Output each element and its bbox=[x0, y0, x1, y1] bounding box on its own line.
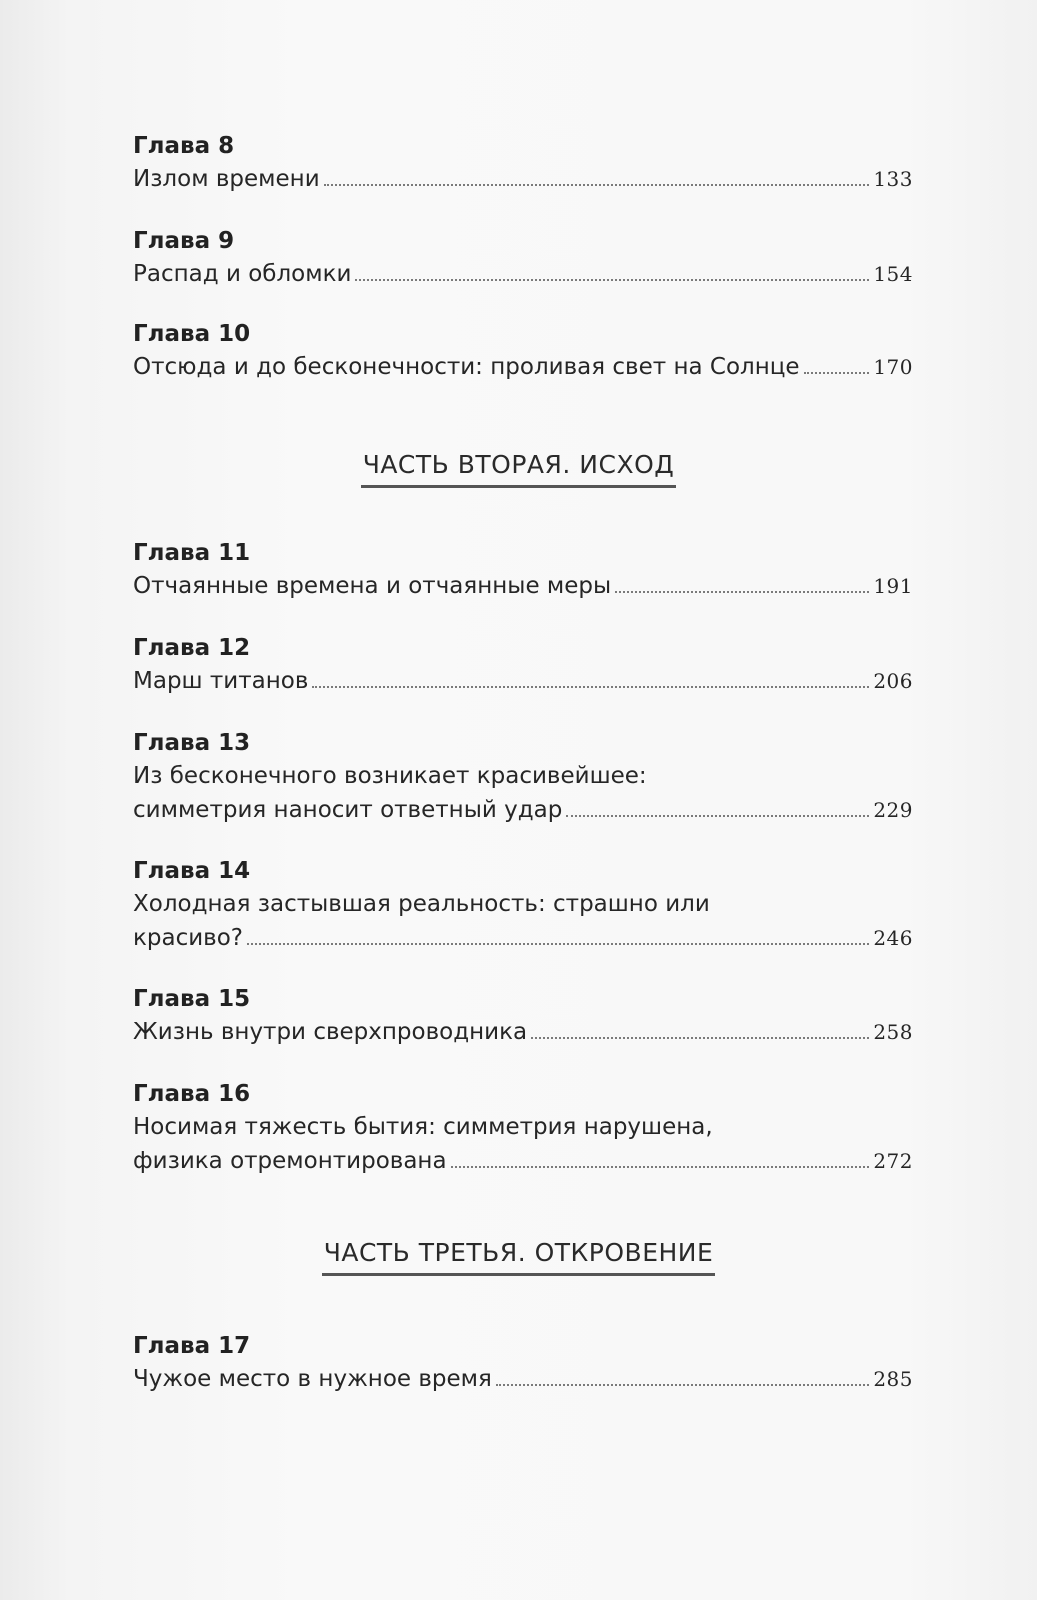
chapter-number: Глава 10 bbox=[133, 321, 251, 347]
chapter-number: Глава 16 bbox=[133, 1081, 251, 1107]
dot-leader bbox=[324, 184, 870, 186]
page-number: 170 bbox=[873, 355, 913, 379]
chapter-title: Распад и обломки bbox=[133, 261, 352, 287]
dot-leader bbox=[451, 1166, 870, 1168]
toc-entry-15 bbox=[133, 983, 913, 1049]
chapter-title: Марш титанов bbox=[133, 668, 309, 694]
chapter-title-line bbox=[133, 1015, 913, 1049]
part-heading bbox=[0, 450, 1037, 488]
chapter-title-line bbox=[133, 1110, 913, 1144]
chapter-number: Глава 9 bbox=[133, 228, 235, 254]
chapter-number: Глава 11 bbox=[133, 540, 251, 566]
chapter-title-line bbox=[133, 350, 913, 384]
page-number: 206 bbox=[873, 669, 913, 693]
chapter-title-line bbox=[133, 257, 913, 291]
chapter-number: Глава 12 bbox=[133, 635, 251, 661]
chapter-title: красиво? bbox=[133, 925, 244, 951]
dot-leader bbox=[615, 591, 869, 593]
toc-entry-10 bbox=[133, 318, 913, 384]
toc-entry-9 bbox=[133, 225, 913, 291]
toc-entry-13 bbox=[133, 727, 913, 827]
toc-entry-11 bbox=[133, 537, 913, 603]
chapter-title-line bbox=[133, 759, 913, 793]
toc-entry-17 bbox=[133, 1330, 913, 1396]
chapter-number: Глава 14 bbox=[133, 858, 251, 884]
dot-leader bbox=[531, 1037, 869, 1039]
chapter-number: Глава 17 bbox=[133, 1333, 251, 1359]
toc-entry-16 bbox=[133, 1078, 913, 1178]
part-heading bbox=[0, 1238, 1037, 1276]
dot-leader bbox=[247, 943, 869, 945]
chapter-title: Чужое место в нужное время bbox=[133, 1366, 492, 1392]
chapter-number: Глава 15 bbox=[133, 986, 251, 1012]
chapter-title: Холодная застывшая реальность: страшно или bbox=[133, 891, 710, 917]
page-number: 246 bbox=[873, 926, 913, 950]
chapter-title-line bbox=[133, 887, 913, 921]
chapter-title: физика отремонтирована bbox=[133, 1148, 447, 1174]
part-title: ЧАСТЬ ВТОРАЯ. ИСХОД bbox=[361, 450, 677, 488]
page-number: 285 bbox=[873, 1367, 913, 1391]
chapter-title-line bbox=[133, 569, 913, 603]
chapter-title: Отсюда и до бесконечности: проливая свет на Солнце bbox=[133, 354, 800, 380]
toc-entry-14 bbox=[133, 855, 913, 955]
page-number: 258 bbox=[873, 1020, 913, 1044]
page-number: 133 bbox=[873, 167, 913, 191]
chapter-title-line bbox=[133, 921, 913, 955]
page-number: 229 bbox=[873, 798, 913, 822]
chapter-title-line bbox=[133, 793, 913, 827]
chapter-title-line bbox=[133, 1144, 913, 1178]
chapter-title-line bbox=[133, 162, 913, 196]
page-number: 191 bbox=[873, 574, 913, 598]
chapter-title: Из бесконечного возникает красивейшее: bbox=[133, 763, 647, 789]
chapter-title-line bbox=[133, 664, 913, 698]
toc-entry-12 bbox=[133, 632, 913, 698]
page-number: 272 bbox=[873, 1149, 913, 1173]
chapter-title: симметрия наносит ответный удар bbox=[133, 797, 563, 823]
toc-entry-8 bbox=[133, 130, 913, 196]
chapter-title-line bbox=[133, 1362, 913, 1396]
page-number: 154 bbox=[873, 262, 913, 286]
dot-leader bbox=[566, 815, 869, 817]
chapter-title: Отчаянные времена и отчаянные меры bbox=[133, 573, 612, 599]
dot-leader bbox=[312, 686, 869, 688]
chapter-number: Глава 8 bbox=[133, 133, 235, 159]
chapter-title: Излом времени bbox=[133, 166, 320, 192]
dot-leader bbox=[804, 372, 870, 374]
dot-leader bbox=[355, 279, 869, 281]
chapter-title: Жизнь внутри сверхпроводника bbox=[133, 1019, 528, 1045]
chapter-number: Глава 13 bbox=[133, 730, 251, 756]
dot-leader bbox=[496, 1384, 869, 1386]
chapter-title: Носимая тяжесть бытия: симметрия нарушена, bbox=[133, 1114, 713, 1140]
part-title: ЧАСТЬ ТРЕТЬЯ. ОТКРОВЕНИЕ bbox=[322, 1238, 716, 1276]
